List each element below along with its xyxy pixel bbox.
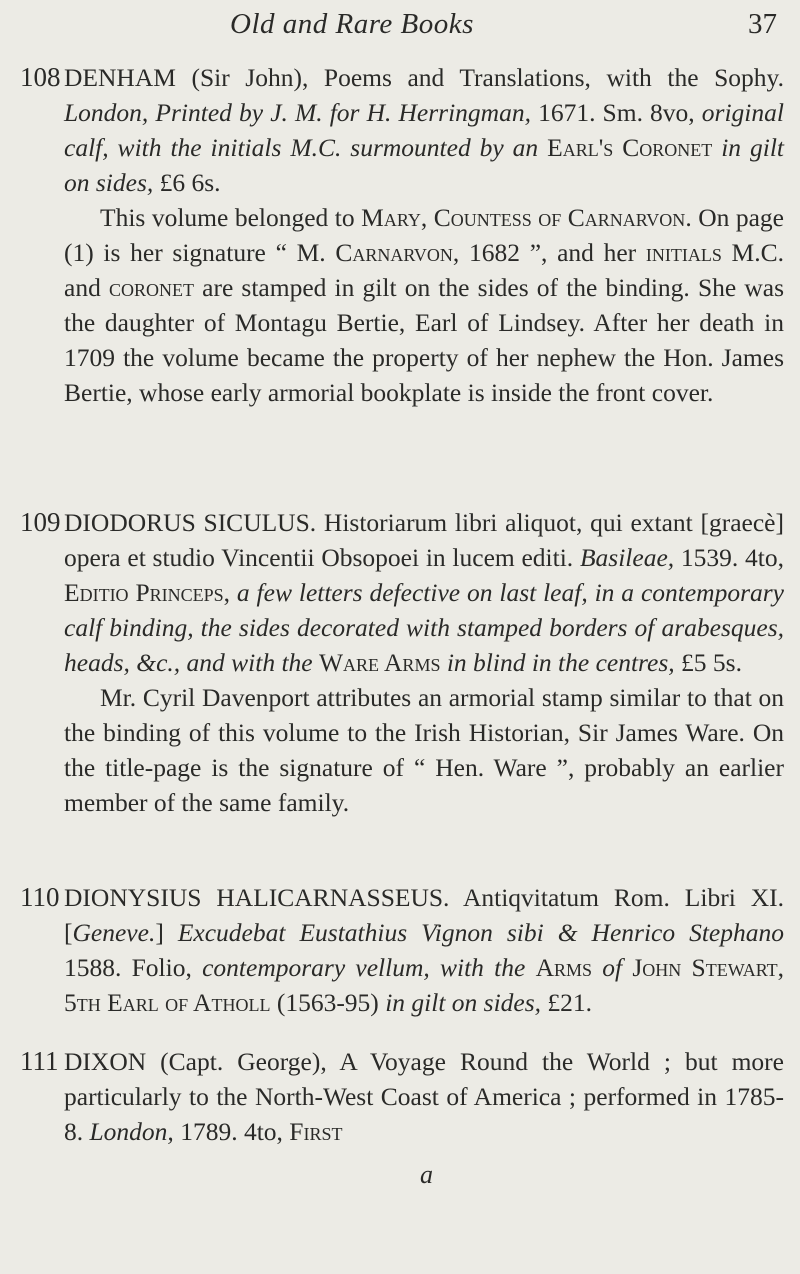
- text-run: This volume belonged to: [100, 203, 362, 232]
- text-run: London, Printed by J. M. for H. Herringman,: [64, 98, 531, 127]
- text-run: £6 6s.: [159, 168, 221, 197]
- text-run: contemporary vellum, with the: [202, 953, 536, 982]
- lot-number: 108: [20, 62, 61, 92]
- signature-mark: a: [420, 1160, 433, 1189]
- text-run: Carnarvon: [335, 238, 453, 267]
- text-run: £21.: [541, 988, 593, 1017]
- text-run: Geneve.: [72, 918, 156, 947]
- text-run: DENHAM (Sir John), Poems and Translations, with the Sophy.: [64, 63, 784, 92]
- text-run: Mary, Countess of Carnarvon: [361, 203, 686, 232]
- text-run: DIXON (Capt. George), A Voyage Round the World ; but more particularly to the North-West Coast of America ; performed in 1785-8.: [64, 1047, 784, 1146]
- text-run: ,: [223, 578, 237, 607]
- text-run: Mr. Cyril Davenport attributes an armorial stamp similar to that on the binding of this volume to the Irish Historian, Sir James Ware. On the title-page is the signature of “ Hen. Ware ”, probably an earlier member of the same family.: [64, 683, 784, 817]
- entry-text: [64, 1044, 784, 1149]
- text-run: DIONYSIUS HALICARNASSEUS. Antiqvitatum Rom. Libri XI. [: [64, 883, 784, 947]
- lot-number: 110: [20, 882, 60, 912]
- text-run: Earl's Coronet: [547, 133, 713, 162]
- text-run: Editio Princeps: [64, 578, 224, 607]
- entry-text: [64, 60, 784, 410]
- text-run: 1588. Folio,: [64, 953, 203, 982]
- text-run: , 1682 ”, and her: [452, 238, 646, 267]
- text-run: (1563-95): [270, 988, 386, 1017]
- text-run: John Stewart, 5th Earl of Atholl: [64, 953, 785, 1017]
- entry-note: [64, 680, 784, 820]
- text-run: 1671. Sm. 8vo,: [530, 98, 702, 127]
- entry-description: [64, 1044, 784, 1149]
- entry-description: [64, 880, 784, 1020]
- text-run: Excudebat Eustathius Vignon sibi & Henrico Stephano: [177, 918, 785, 947]
- text-run: Basileae,: [579, 543, 675, 572]
- text-run: 1539. 4to,: [674, 543, 784, 572]
- entry-text: [64, 880, 784, 1020]
- entry-note: [64, 200, 784, 410]
- entry-description: [64, 60, 784, 200]
- lot-number: 109: [20, 507, 61, 537]
- text-run: . On page (1) is her signature “ M.: [64, 203, 784, 267]
- page-number: 37: [748, 8, 777, 40]
- text-run: Arms: [535, 953, 593, 982]
- text-run: are stamped in gilt on the sides of the binding. She was the daughter of Montagu Bertie, Earl of Lindsey. After her death in 1709 the volume became the property of her nephew the Hon. James Bertie, whose early armorial bookplate is inside the front cover.: [64, 273, 784, 407]
- text-run: Ware Arms: [318, 648, 441, 677]
- text-run: original calf, with the initials M.C. surmounted by an: [64, 98, 784, 162]
- text-run: a few letters defective on last leaf, in a contemporary calf binding, the sides decorated with stamped borders of arabesques, heads, &c., and with the: [64, 578, 784, 677]
- text-run: M.C. and: [64, 238, 784, 302]
- text-run: in blind in the centres,: [440, 648, 682, 677]
- text-run: ]: [155, 918, 178, 947]
- text-run: DIODORUS SICULUS. Historiarum libri aliquot, qui extant [graecè] opera et studio Vincentii Obsopoei in lucem editi.: [64, 508, 784, 572]
- text-run: initials: [645, 238, 722, 267]
- entry-text: [64, 505, 784, 820]
- text-run: £5 5s.: [681, 648, 742, 677]
- text-run: of: [592, 953, 633, 982]
- text-run: London,: [89, 1117, 174, 1146]
- text-run: coronet: [108, 273, 194, 302]
- entry-description: [64, 505, 784, 680]
- lot-number: 111: [20, 1046, 59, 1076]
- text-run: in gilt on sides,: [385, 988, 542, 1017]
- text-run: First: [289, 1117, 343, 1146]
- running-title: Old and Rare Books: [230, 8, 474, 40]
- text-run: in gilt on sides,: [64, 133, 785, 197]
- text-run: 1789. 4to,: [173, 1117, 290, 1146]
- page-header: [0, 8, 800, 48]
